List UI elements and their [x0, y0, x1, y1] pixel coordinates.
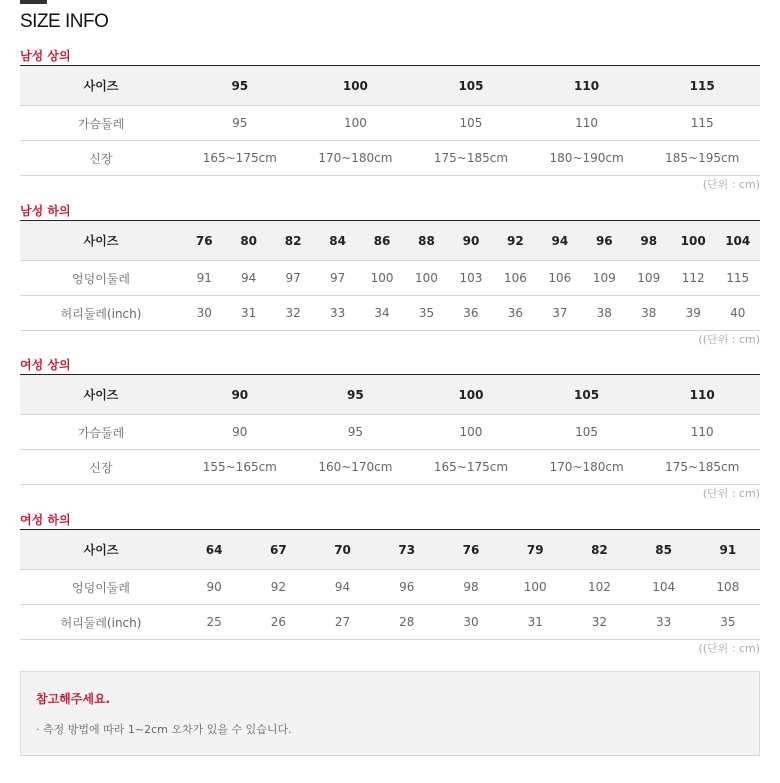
- table-row: [20, 415, 760, 450]
- measurement-cell: 38: [627, 296, 671, 331]
- measurement-cell: 40: [715, 296, 760, 331]
- measurement-cell: 36: [449, 296, 493, 331]
- measurement-cell: 32: [567, 605, 631, 640]
- size-header-cell: 79: [503, 530, 567, 570]
- size-header-cell: 96: [582, 221, 626, 261]
- row-label: 엉덩이둘레: [20, 570, 182, 605]
- men-top-section: [20, 47, 760, 194]
- measurement-cell: 175~185cm: [644, 450, 760, 485]
- row-label: 엉덩이둘레: [20, 261, 182, 296]
- size-header-label: 사이즈: [20, 66, 182, 106]
- unit-note: (단위 : cm): [702, 178, 760, 191]
- size-header-cell: 98: [627, 221, 671, 261]
- measurement-cell: 35: [404, 296, 448, 331]
- measurement-cell: 28: [375, 605, 439, 640]
- measurement-cell: 25: [182, 605, 246, 640]
- measurement-cell: 94: [310, 570, 374, 605]
- size-header-cell: 73: [375, 530, 439, 570]
- measurement-cell: 108: [696, 570, 760, 605]
- measurement-cell: 94: [226, 261, 270, 296]
- measurement-cell: 106: [538, 261, 582, 296]
- measurement-cell: 32: [271, 296, 315, 331]
- unit-note: ((단위 : cm): [698, 642, 760, 655]
- size-header-cell: 91: [696, 530, 760, 570]
- row-label: 허리둘레(inch): [20, 605, 182, 640]
- measurement-cell: 35: [696, 605, 760, 640]
- measurement-cell: 92: [246, 570, 310, 605]
- notice-title: 참고해주세요.: [36, 692, 111, 706]
- section-title: 여성 하의: [20, 513, 71, 527]
- measurement-cell: 170~180cm: [298, 141, 414, 176]
- measurement-cell: 105: [413, 106, 529, 141]
- measurement-cell: 165~175cm: [413, 450, 529, 485]
- page-title: SIZE INFO: [20, 11, 109, 32]
- table-row: [20, 570, 760, 605]
- measurement-cell: 109: [582, 261, 626, 296]
- measurement-cell: 104: [632, 570, 696, 605]
- measurement-cell: 39: [671, 296, 715, 331]
- measurement-cell: 175~185cm: [413, 141, 529, 176]
- measurement-cell: 160~170cm: [298, 450, 414, 485]
- size-header-cell: 85: [632, 530, 696, 570]
- measurement-cell: 90: [182, 570, 246, 605]
- size-header-cell: 104: [715, 221, 760, 261]
- size-header-cell: 70: [310, 530, 374, 570]
- size-header-cell: 115: [644, 66, 760, 106]
- measurement-cell: 115: [644, 106, 760, 141]
- size-header-cell: 105: [413, 66, 529, 106]
- measurement-cell: 165~175cm: [182, 141, 298, 176]
- table-row: [20, 296, 760, 331]
- measurement-cell: 100: [360, 261, 404, 296]
- size-header-label: 사이즈: [20, 221, 182, 261]
- row-label: 허리둘레(inch): [20, 296, 182, 331]
- measurement-cell: 97: [271, 261, 315, 296]
- size-header-cell: 76: [439, 530, 503, 570]
- size-header-cell: 105: [529, 375, 645, 415]
- measurement-cell: 185~195cm: [644, 141, 760, 176]
- size-header-cell: 86: [360, 221, 404, 261]
- measurement-cell: 33: [315, 296, 359, 331]
- unit-note: ((단위 : cm): [698, 333, 760, 346]
- measurement-cell: 91: [182, 261, 226, 296]
- size-header-cell: 80: [226, 221, 270, 261]
- size-header-cell: 82: [271, 221, 315, 261]
- measurement-cell: 31: [503, 605, 567, 640]
- measurement-cell: 109: [627, 261, 671, 296]
- section-title: 여성 상의: [20, 358, 71, 372]
- measurement-cell: 103: [449, 261, 493, 296]
- measurement-cell: 97: [315, 261, 359, 296]
- size-table: [20, 529, 760, 640]
- measurement-cell: 110: [644, 415, 760, 450]
- size-header-cell: 90: [182, 375, 298, 415]
- measurement-cell: 105: [529, 415, 645, 450]
- size-header-cell: 64: [182, 530, 246, 570]
- row-label: 신장: [20, 141, 182, 176]
- table-row: [20, 450, 760, 485]
- measurement-cell: 30: [182, 296, 226, 331]
- size-header-cell: 67: [246, 530, 310, 570]
- measurement-cell: 112: [671, 261, 715, 296]
- measurement-cell: 34: [360, 296, 404, 331]
- measurement-cell: 95: [298, 415, 414, 450]
- size-header-cell: 84: [315, 221, 359, 261]
- size-header-cell: 100: [298, 66, 414, 106]
- size-header-cell: 100: [413, 375, 529, 415]
- section-title: 남성 하의: [20, 204, 71, 218]
- measurement-cell: 100: [503, 570, 567, 605]
- size-table: [20, 65, 760, 176]
- size-header-cell: 90: [449, 221, 493, 261]
- measurement-cell: 106: [493, 261, 537, 296]
- size-table: [20, 374, 760, 485]
- size-header-label: 사이즈: [20, 530, 182, 570]
- measurement-cell: 102: [567, 570, 631, 605]
- size-header-cell: 100: [671, 221, 715, 261]
- measurement-cell: 96: [375, 570, 439, 605]
- title-accent-bar: [20, 0, 47, 4]
- size-header-label: 사이즈: [20, 375, 182, 415]
- size-table: [20, 220, 760, 331]
- measurement-cell: 170~180cm: [529, 450, 645, 485]
- measurement-cell: 30: [439, 605, 503, 640]
- measurement-cell: 26: [246, 605, 310, 640]
- measurement-cell: 180~190cm: [529, 141, 645, 176]
- size-header-cell: 92: [493, 221, 537, 261]
- table-row: [20, 261, 760, 296]
- size-header-cell: 110: [644, 375, 760, 415]
- size-header-cell: 95: [182, 66, 298, 106]
- table-row: [20, 141, 760, 176]
- measurement-cell: 38: [582, 296, 626, 331]
- notice-box: [20, 671, 760, 756]
- size-header-cell: 94: [538, 221, 582, 261]
- section-title: 남성 상의: [20, 49, 71, 63]
- table-row: [20, 605, 760, 640]
- measurement-cell: 115: [715, 261, 760, 296]
- measurement-cell: 95: [182, 106, 298, 141]
- measurement-cell: 90: [182, 415, 298, 450]
- size-header-cell: 95: [298, 375, 414, 415]
- measurement-cell: 110: [529, 106, 645, 141]
- table-row: [20, 106, 760, 141]
- measurement-cell: 27: [310, 605, 374, 640]
- measurement-cell: 100: [298, 106, 414, 141]
- women-top-section: [20, 356, 760, 503]
- size-header-cell: 88: [404, 221, 448, 261]
- unit-note: (단위 : cm): [702, 487, 760, 500]
- measurement-cell: 100: [413, 415, 529, 450]
- measurement-cell: 31: [226, 296, 270, 331]
- size-header-cell: 110: [529, 66, 645, 106]
- measurement-cell: 98: [439, 570, 503, 605]
- measurement-cell: 100: [404, 261, 448, 296]
- size-header-cell: 82: [567, 530, 631, 570]
- women-bottom-section: [20, 511, 760, 658]
- measurement-cell: 155~165cm: [182, 450, 298, 485]
- notice-text: · 측정 방법에 따라 1~2cm 오차가 있을 수 있습니다.: [36, 723, 292, 736]
- row-label: 가슴둘레: [20, 106, 182, 141]
- row-label: 신장: [20, 450, 182, 485]
- measurement-cell: 37: [538, 296, 582, 331]
- men-bottom-section: [20, 202, 760, 349]
- measurement-cell: 36: [493, 296, 537, 331]
- measurement-cell: 33: [632, 605, 696, 640]
- row-label: 가슴둘레: [20, 415, 182, 450]
- size-header-cell: 76: [182, 221, 226, 261]
